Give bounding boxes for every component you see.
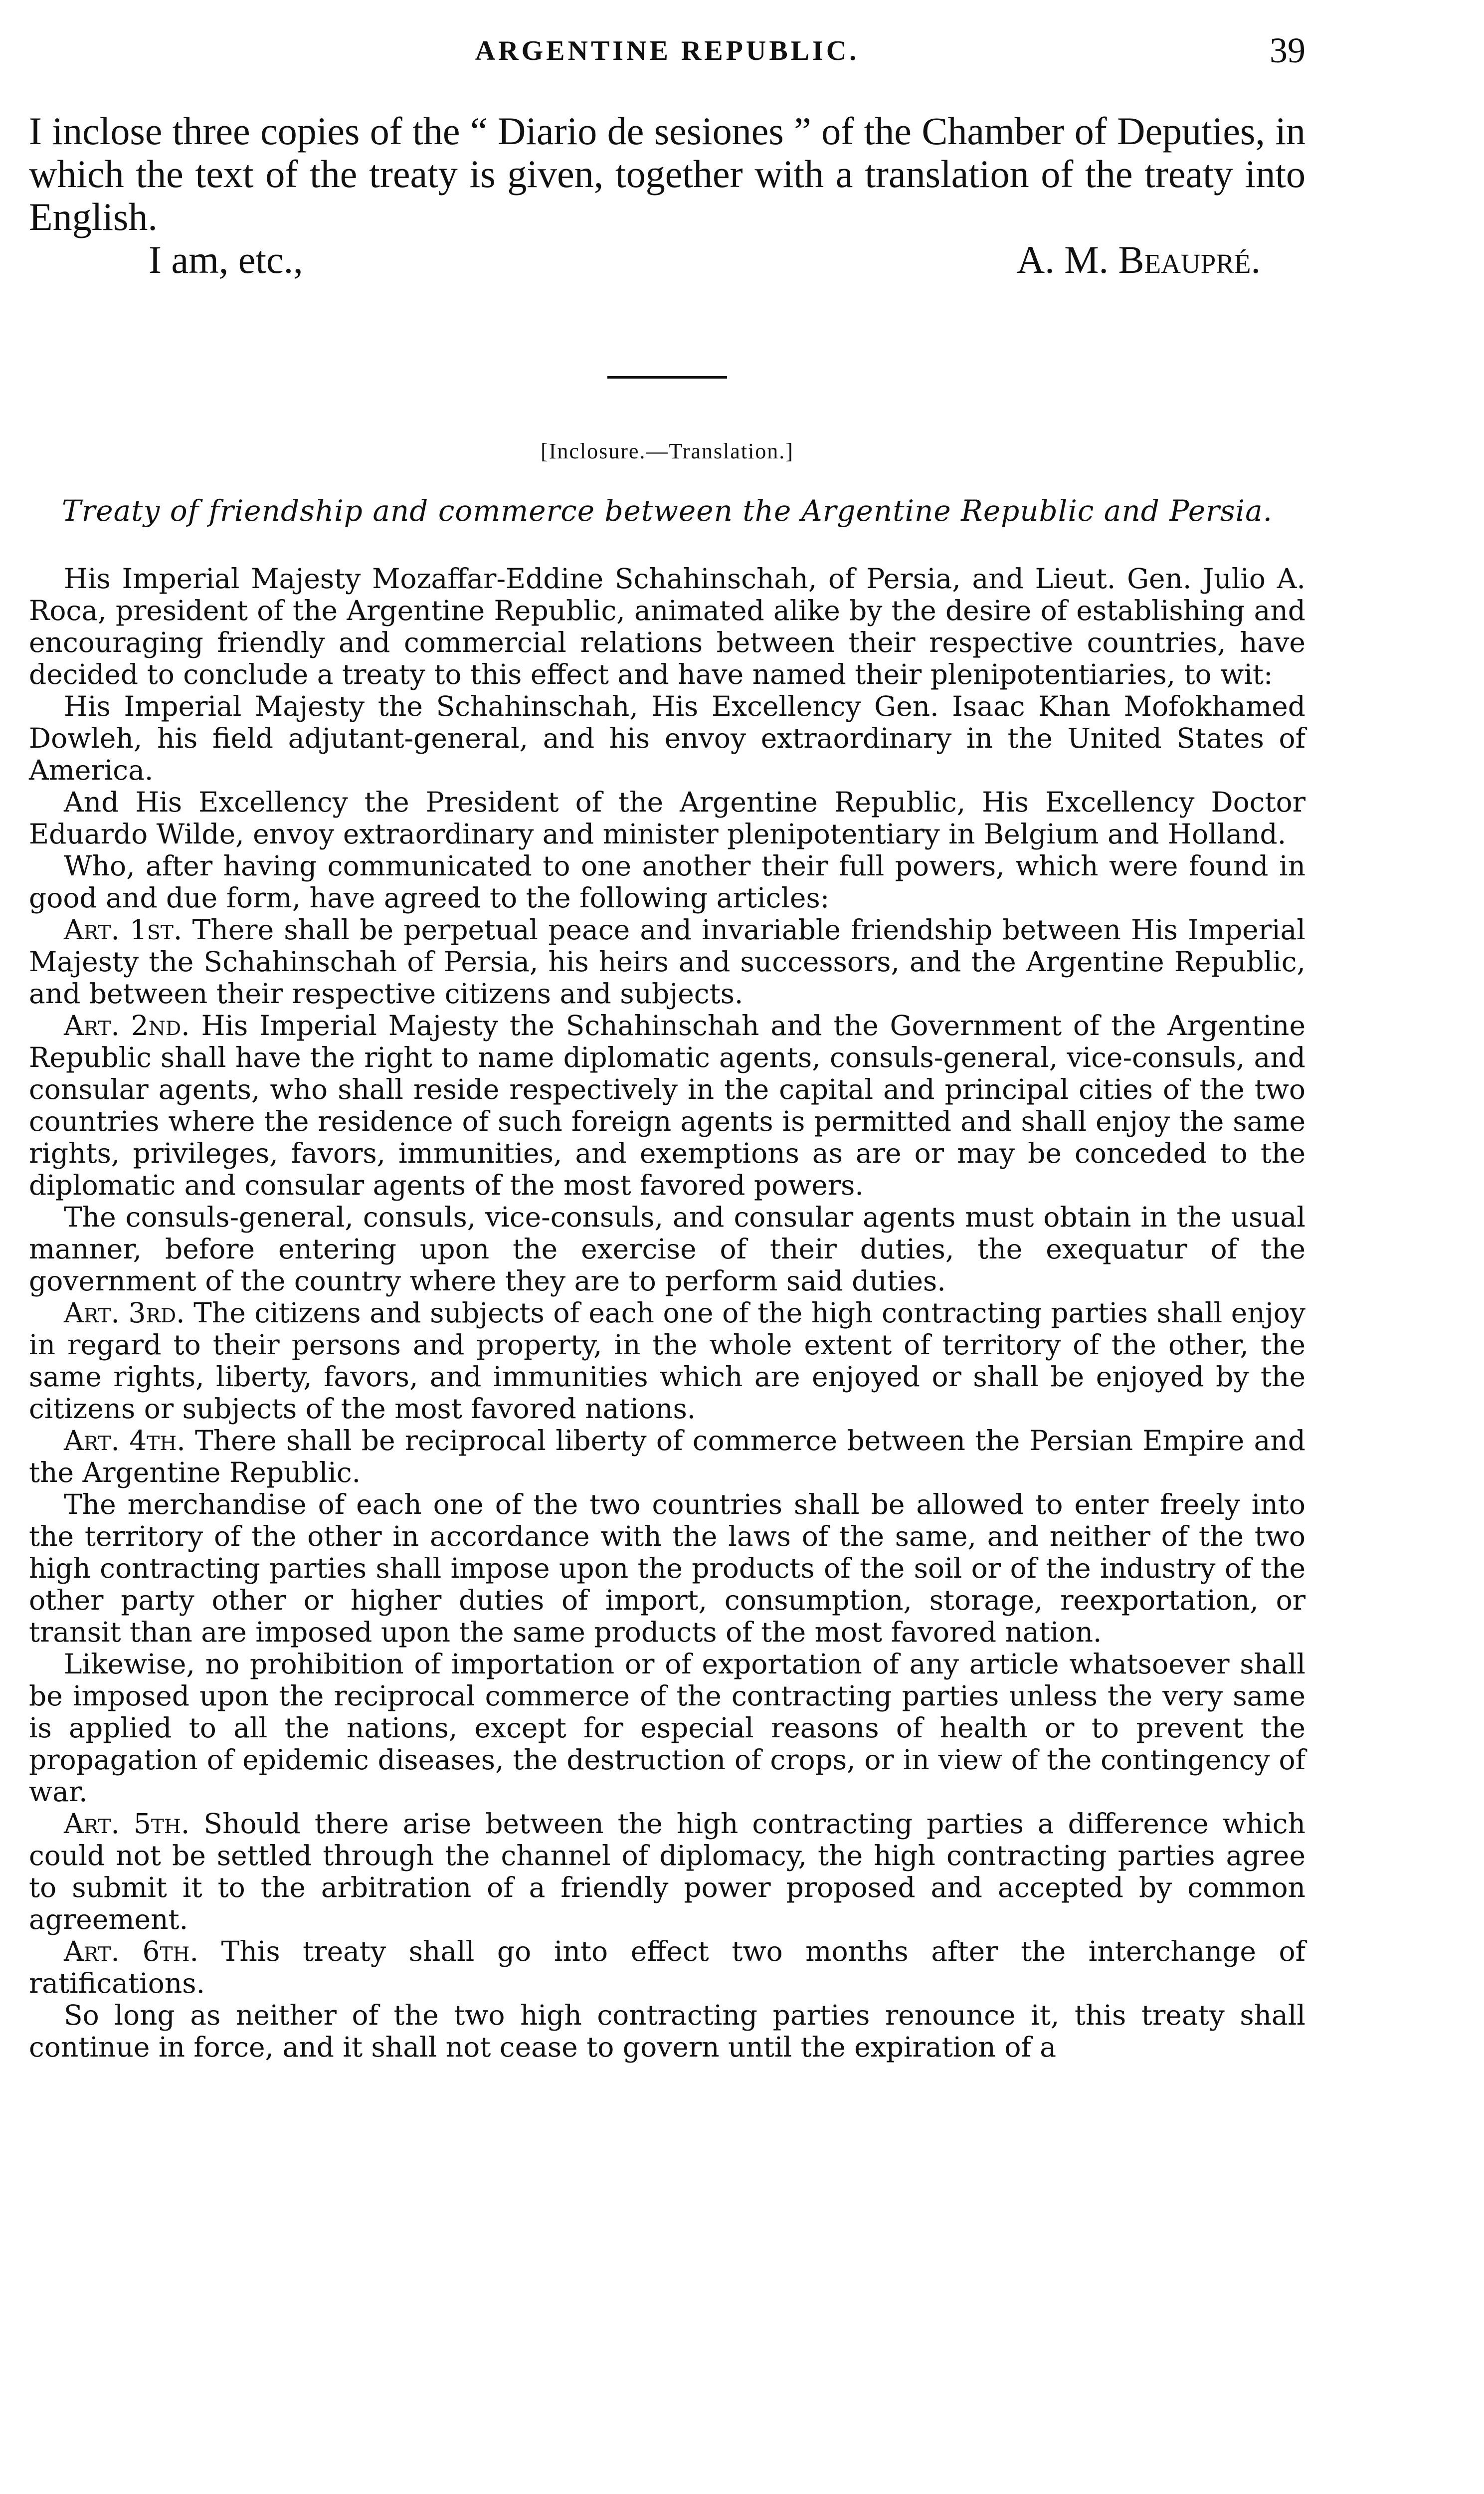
treaty-paragraph — [29, 1935, 1305, 1999]
article-label: Art. 3rd. — [64, 1297, 185, 1329]
article-label: Art. 2nd. — [64, 1010, 190, 1041]
paragraph-text: And His Excellency the President of the Argentine Republic, His Excellency Doctor Eduardo Wilde, envoy extraordinary and minister plenipotentiary in Belgium and Holland. — [29, 786, 1305, 850]
treaty-paragraph — [29, 1010, 1305, 1201]
paragraph-text: Who, after having communicated to one another their full powers, which were found in good and due form, have agreed to the following articles: — [29, 850, 1305, 914]
letter-closing: I am, etc., — [149, 238, 303, 281]
treaty-paragraph — [29, 690, 1305, 786]
paragraph-text: His Imperial Majesty Mozaffar-Eddine Schahinschah, of Persia, and Lieut. Gen. Julio A. Roca, president of the Argentine Republic, animated alike by the desire of establishing and encouraging friendly and commercial relations between their respective countries, have decided to conclude a treaty to this effect and have named their plenipotentiaries, to wit: — [29, 563, 1305, 690]
treaty-paragraph — [29, 850, 1305, 914]
page-number: 39 — [1270, 30, 1305, 70]
article-label: Art. 1st. — [64, 914, 183, 946]
paragraph-text: His Imperial Majesty the Schahinschah and the Government of the Argentine Republic shall have the right to name diplomatic agents, consuls-general, vice-consuls, and consular agents, who shall reside respectively in the capital and principal cities of the two countries where the residence of such foreign agents is permitted and shall enjoy the same rights, privileges, favors, immunities, and exemptions as are or may be conceded to the diplomatic and consular agents of the most favored powers. — [29, 1010, 1305, 1201]
paragraph-text: The citizens and subjects of each one of the high contracting parties shall enjoy in regard to their persons and property, in the whole extent of territory of the other, the same rights, liberty, favors, and immunities which are enjoyed or shall be enjoyed by the citizens or subjects of the most favored nations. — [29, 1297, 1305, 1425]
letter-signature: A. M. Beaupré. — [1016, 238, 1261, 281]
running-title: ARGENTINE REPUBLIC. — [475, 35, 860, 66]
treaty-paragraph — [29, 1488, 1305, 1648]
inclosure-label: [Inclosure.—Translation.] — [541, 439, 794, 463]
paragraph-text: The merchandise of each one of the two countries shall be allowed to enter freely into the territory of the other in accordance with the laws of the same, and neither of the two high contracting parties shall impose upon the products of the soil or of the industry of the other party other or higher duties of import, consumption, storage, reexportation, or transit than are imposed upon the same products of the most favored nation. — [29, 1488, 1305, 1648]
article-label: Art. 6th. — [64, 1935, 199, 1967]
document-page — [29, 20, 1305, 2063]
paragraph-text: So long as neither of the two high contracting parties renounce it, this treaty shall continue in force, and it shall not cease to govern until the expiration of a — [29, 1999, 1305, 2063]
treaty-paragraph — [29, 1648, 1305, 1808]
treaty-body — [29, 563, 1305, 2063]
treaty-paragraph — [29, 1297, 1305, 1425]
paragraph-text: Should there arise between the high contracting parties a difference which could not be settled through the channel of diplomacy, the high contracting parties agree to submit it to the arbitration of a friendly power proposed and accepted by common agreement. — [29, 1808, 1305, 1935]
treaty-paragraph — [29, 1201, 1305, 1297]
running-head — [29, 20, 1305, 80]
letter-paragraph: I inclose three copies of the “ Diario de sesiones ” of the Chamber of Deputies, in which the text of the treaty is given, together with a translation of the treaty into English. — [29, 109, 1305, 238]
paragraph-text: His Imperial Majesty the Schahinschah, His Excellency Gen. Isaac Khan Mofokhamed Dowleh, his field adjutant-general, and his envoy extraordinary in the United States of America. — [29, 690, 1305, 786]
treaty-paragraph — [29, 914, 1305, 1010]
treaty-paragraph — [29, 1808, 1305, 1935]
treaty-paragraph — [29, 786, 1305, 850]
paragraph-text: The consuls-general, consuls, vice-consuls, and consular agents must obtain in the usual manner, before entering upon the exercise of their duties, the exequatur of the government of the country where they are to perform said duties. — [29, 1201, 1305, 1297]
paragraph-text: There shall be perpetual peace and invariable friendship between His Imperial Majesty the Schahinschah of Persia, his heirs and successors, and the Argentine Republic, and between their respective citizens and subjects. — [29, 914, 1305, 1010]
letter-closing-row — [29, 238, 1305, 281]
treaty-paragraph — [29, 563, 1305, 690]
article-label: Art. 4th. — [64, 1425, 186, 1456]
treaty-paragraph — [29, 1999, 1305, 2063]
section-divider — [607, 376, 727, 379]
paragraph-text: Likewise, no prohibition of importation or of exportation of any article whatsoever shall be imposed upon the reciprocal commerce of the contracting parties unless the very same is applied to all the nations, except for especial reasons of health or to prevent the propagation of epidemic diseases, the destruction of crops, or in view of the contingency of war. — [29, 1648, 1305, 1808]
treaty-paragraph — [29, 1425, 1305, 1488]
paragraph-text: There shall be reciprocal liberty of commerce between the Persian Empire and the Argentine Republic. — [29, 1425, 1306, 1488]
cover-letter — [29, 110, 1305, 281]
treaty-title: Treaty of friendship and commerce between the Argentine Republic and Persia. — [61, 494, 1273, 528]
paragraph-text: This treaty shall go into effect two months after the interchange of ratifications. — [29, 1935, 1305, 1999]
article-label: Art. 5th. — [64, 1808, 190, 1840]
